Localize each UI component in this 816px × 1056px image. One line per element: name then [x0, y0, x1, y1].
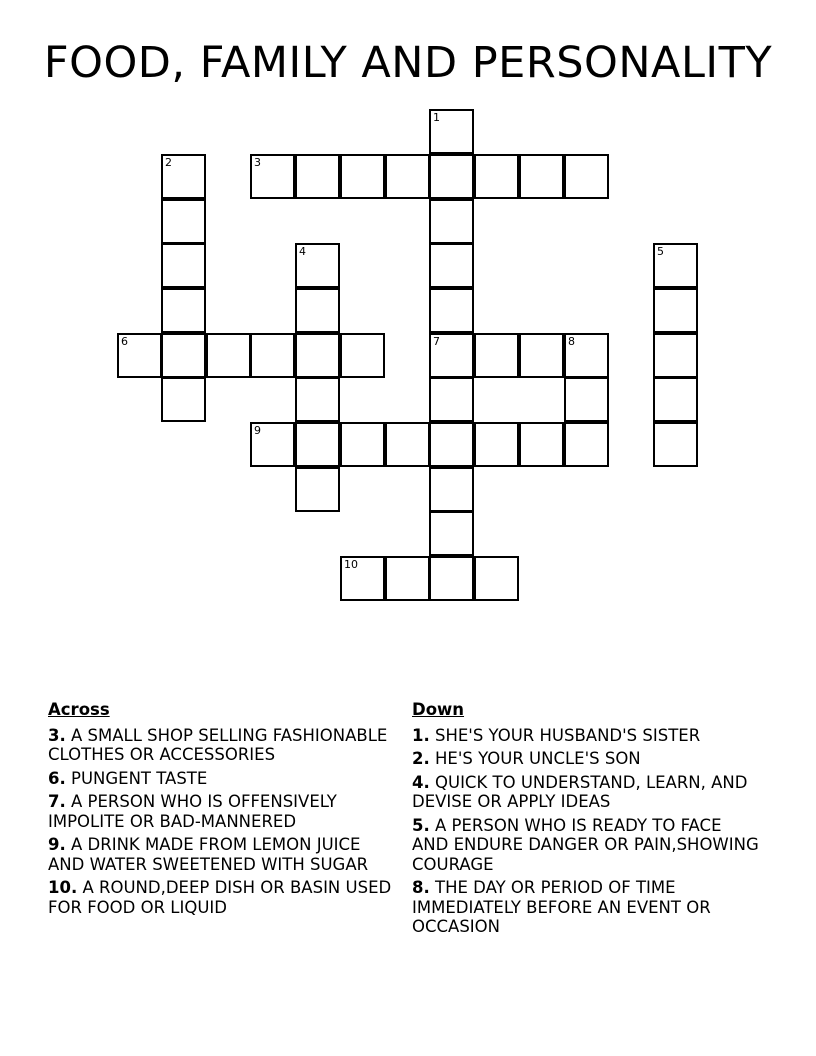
clue-number: 5. — [412, 815, 430, 835]
grid-cell[interactable] — [653, 333, 698, 378]
clue-text: THE DAY OR PERIOD OF TIME IMMEDIATELY BEFORE AN EVENT OR OCCASION — [412, 878, 711, 936]
down-clue — [412, 726, 762, 746]
grid-cell[interactable] — [653, 243, 698, 288]
clue-number: 6. — [48, 768, 66, 788]
grid-cell[interactable] — [161, 154, 206, 199]
clue-text: A SMALL SHOP SELLING FASHIONABLE CLOTHES OR ACCESSORIES — [48, 725, 388, 764]
grid-cell[interactable] — [429, 556, 474, 601]
cell-number: 8 — [568, 335, 575, 348]
grid-cell[interactable] — [161, 377, 206, 422]
cell-number: 1 — [433, 111, 440, 124]
clue-number: 10. — [48, 878, 78, 897]
grid-cell[interactable] — [295, 154, 340, 199]
grid-cell[interactable] — [474, 556, 519, 601]
cell-number: 4 — [299, 245, 306, 258]
cell-number: 7 — [433, 335, 440, 348]
grid-cell[interactable] — [474, 333, 519, 378]
grid-cell[interactable] — [429, 511, 474, 556]
grid-cell[interactable] — [295, 377, 340, 422]
grid-cell[interactable] — [519, 154, 564, 199]
grid-cell[interactable] — [429, 333, 474, 378]
grid-cell[interactable] — [429, 243, 474, 288]
grid-cell[interactable] — [429, 154, 474, 199]
across-clues — [48, 700, 398, 921]
grid-cell[interactable] — [250, 333, 295, 378]
grid-cell[interactable] — [385, 422, 430, 467]
clue-text: A PERSON WHO IS OFFENSIVELY IMPOLITE OR BAD-MANNERED — [48, 792, 337, 831]
grid-cell[interactable] — [653, 288, 698, 333]
grid-cell[interactable] — [653, 422, 698, 467]
clue-text: A PERSON WHO IS READY TO FACE AND ENDURE DANGER OR PAIN,SHOWING COURAGE — [412, 815, 759, 874]
grid-cell[interactable] — [295, 467, 340, 512]
grid-cell[interactable] — [474, 154, 519, 199]
clue-text: A DRINK MADE FROM LEMON JUICE AND WATER SWEETENED WITH SUGAR — [48, 835, 369, 874]
grid-cell[interactable] — [429, 422, 474, 467]
grid-cell[interactable] — [250, 154, 295, 199]
clue-number: 1. — [412, 725, 430, 745]
grid-cell[interactable] — [564, 154, 609, 199]
grid-cell[interactable] — [385, 154, 430, 199]
clue-number: 3. — [48, 725, 66, 745]
cell-number: 2 — [165, 156, 172, 169]
grid-cell[interactable] — [340, 422, 385, 467]
down-heading: Down — [412, 700, 465, 719]
grid-cell[interactable] — [340, 154, 385, 199]
across-clue — [48, 726, 398, 765]
across-clue — [48, 878, 398, 917]
clue-text: QUICK TO UNDERSTAND, LEARN, AND DEVISE OR APPLY IDEAS — [412, 772, 748, 811]
grid-cell[interactable] — [161, 199, 206, 244]
grid-cell[interactable] — [429, 199, 474, 244]
across-clue — [48, 769, 398, 789]
grid-cell[interactable] — [340, 556, 385, 601]
across-heading: Across — [48, 700, 110, 719]
clue-number: 2. — [412, 749, 430, 768]
down-clue — [412, 773, 762, 812]
clue-number: 4. — [412, 772, 430, 792]
grid-cell[interactable] — [429, 377, 474, 422]
grid-cell[interactable] — [564, 333, 609, 378]
grid-cell[interactable] — [295, 288, 340, 333]
grid-cell[interactable] — [429, 109, 474, 154]
down-clues — [412, 700, 762, 941]
grid-cell[interactable] — [519, 333, 564, 378]
grid-cell[interactable] — [564, 377, 609, 422]
clue-text: PUNGENT TASTE — [71, 768, 208, 788]
cell-number: 9 — [254, 424, 261, 437]
grid-cell[interactable] — [295, 422, 340, 467]
grid-cell[interactable] — [653, 377, 698, 422]
grid-cell[interactable] — [206, 333, 251, 378]
grid-cell[interactable] — [117, 333, 162, 378]
across-clue — [48, 835, 398, 874]
clue-number: 7. — [48, 792, 66, 811]
cell-number: 6 — [121, 335, 128, 348]
grid-cell[interactable] — [161, 243, 206, 288]
grid-cell[interactable] — [474, 422, 519, 467]
grid-cell[interactable] — [161, 333, 206, 378]
grid-cell[interactable] — [295, 243, 340, 288]
down-clue — [412, 816, 762, 875]
clue-text: A ROUND,DEEP DISH OR BASIN USED FOR FOOD OR LIQUID — [48, 878, 392, 917]
grid-cell[interactable] — [295, 333, 340, 378]
grid-cell[interactable] — [564, 422, 609, 467]
down-clue — [412, 749, 762, 769]
cell-number: 5 — [657, 245, 664, 258]
down-clue — [412, 878, 762, 937]
puzzle-title: FOOD, FAMILY AND PERSONALITY — [43, 38, 773, 88]
clue-text: HE'S YOUR UNCLE'S SON — [435, 749, 641, 768]
cell-number: 10 — [344, 558, 358, 571]
grid-cell[interactable] — [429, 467, 474, 512]
cell-number: 3 — [254, 156, 261, 169]
grid-cell[interactable] — [385, 556, 430, 601]
grid-cell[interactable] — [429, 288, 474, 333]
grid-cell[interactable] — [161, 288, 206, 333]
clue-number: 8. — [412, 878, 430, 897]
grid-cell[interactable] — [340, 333, 385, 378]
clue-text: SHE'S YOUR HUSBAND'S SISTER — [435, 725, 701, 745]
grid-cell[interactable] — [519, 422, 564, 467]
across-clue — [48, 792, 398, 831]
clue-number: 9. — [48, 835, 66, 854]
grid-cell[interactable] — [250, 422, 295, 467]
